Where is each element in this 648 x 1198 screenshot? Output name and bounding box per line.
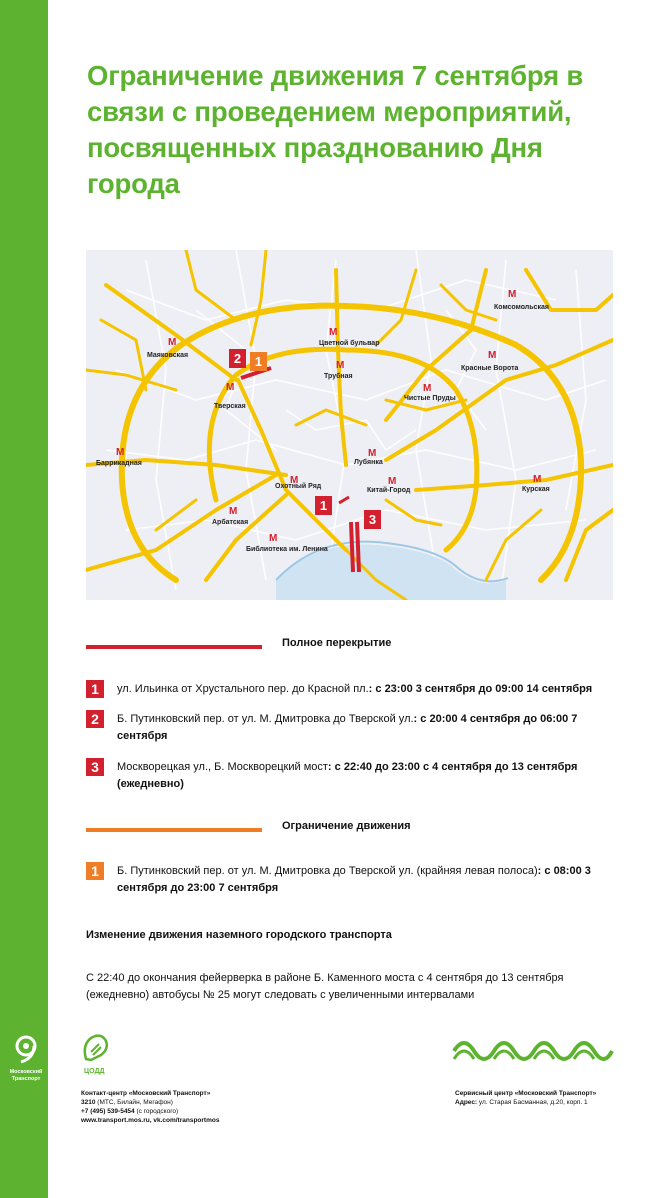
restriction-heading: Ограничение движения <box>282 820 411 832</box>
codd-icon <box>81 1033 109 1063</box>
metro-icon: М <box>168 337 177 348</box>
map-marker-restriction-1: 1 <box>254 354 263 369</box>
contact-phone-1: 3210 (МТС, Билайн, Мегафон) <box>81 1099 173 1106</box>
closure-item <box>86 680 616 700</box>
metro-icon: М <box>290 475 299 486</box>
page-title: Ограничение движения 7 сентября в связи с проведением мероприятий, посвященных празднованию Дня города <box>87 60 584 199</box>
station-label: Чистые Пруды <box>404 395 456 402</box>
metro-icon: М <box>336 360 345 371</box>
restriction-line <box>86 828 262 832</box>
route-map <box>86 250 613 600</box>
station-label: Маяковская <box>147 352 189 359</box>
closure-item <box>86 758 616 794</box>
restriction-item <box>86 862 616 898</box>
station-label: Китай-Город <box>367 487 411 494</box>
metro-icon: М <box>423 383 432 394</box>
codd-label: ЦОДД <box>84 1068 105 1075</box>
map-marker-closure-3: 3 <box>368 512 377 527</box>
metro-icon: М <box>388 476 397 487</box>
closure-line <box>86 645 262 649</box>
contact-phone-2: +7 (495) 539-5454 (с городского) <box>81 1108 179 1115</box>
moscow-transport-wave-logo <box>452 1033 614 1072</box>
metro-icon: М <box>488 350 497 361</box>
transport-change-heading: Изменение движения наземного городского транспорта <box>86 929 392 941</box>
brand-side-bar <box>0 0 48 1198</box>
brand-label: Московский Транспорт <box>9 1069 43 1082</box>
restriction-text: Б. Путинковский пер. от ул. М. Дмитровка до Тверской ул. (крайняя левая полоса): с 08:00 3 сентября до 23:00 7 сентября <box>117 865 591 894</box>
station-label: Баррикадная <box>96 460 142 467</box>
service-center <box>455 1089 596 1107</box>
closure-number: 2 <box>86 710 104 728</box>
closure-text: ул. Ильинка от Хрустального пер. до Красной пл.: с 23:00 3 сентября до 09:00 14 сентября <box>117 683 593 695</box>
restriction-number: 1 <box>86 862 104 880</box>
map-marker-closure-1: 1 <box>319 498 328 513</box>
closure-number: 1 <box>86 680 104 698</box>
service-title: Сервисный центр «Московский Транспорт» <box>455 1090 597 1097</box>
metro-icon: М <box>368 448 377 459</box>
metro-icon: М <box>269 533 278 544</box>
restriction-header <box>86 820 626 840</box>
transport-logo-icon <box>11 1034 41 1064</box>
closure-number: 3 <box>86 758 104 776</box>
transport-change-text: С 22:40 до окончания фейерверка в районе Б. Каменного моста с 4 сентября до 13 сентября (ежедневно) автобусы № 25 могут следовать с увеличенными интервалами <box>86 972 564 1001</box>
station-label: Арбатская <box>212 519 249 526</box>
contact-web[interactable]: www.transport.mos.ru, vk.com/transportmos <box>81 1117 220 1124</box>
station-label: Цветной бульвар <box>319 340 380 347</box>
closure-text: Б. Путинковский пер. от ул. М. Дмитровка до Тверской ул.: с 20:00 4 сентября до 06:00 7 сентября <box>117 713 578 742</box>
service-address: Адрес: ул. Старая Басманная, д.20, корп. 1 <box>455 1099 588 1106</box>
station-label: Курская <box>522 486 550 493</box>
station-label: Тверская <box>214 403 246 410</box>
metro-icon: М <box>329 327 338 338</box>
closure-item <box>86 710 616 746</box>
station-label: Трубная <box>324 373 353 380</box>
map-marker-closure-2: 2 <box>233 351 242 366</box>
codd-logo <box>81 1033 121 1075</box>
metro-icon: М <box>229 506 238 517</box>
metro-icon: М <box>533 474 542 485</box>
station-label: Библиотека им. Ленина <box>246 546 328 553</box>
full-closure-heading: Полное перекрытие <box>282 637 392 649</box>
metro-icon: М <box>508 289 517 300</box>
metro-icon: М <box>116 447 125 458</box>
station-label: Красные Ворота <box>461 365 519 372</box>
full-closure-header <box>86 637 626 657</box>
contact-title: Контакт-центр «Московский Транспорт» <box>81 1090 211 1097</box>
closure-text: Москворецкая ул., Б. Москворецкий мост: с 22:40 до 23:00 с 4 сентября до 13 сентября (ежедневно) <box>117 761 578 790</box>
moscow-transport-logo <box>8 1034 44 1083</box>
station-label: Лубянка <box>354 459 383 466</box>
contact-center <box>81 1089 219 1125</box>
station-label: Охотный Ряд <box>275 483 322 490</box>
station-label: Комсомольская <box>494 304 549 311</box>
wave-icon <box>452 1033 614 1067</box>
metro-icon: М <box>226 382 235 393</box>
